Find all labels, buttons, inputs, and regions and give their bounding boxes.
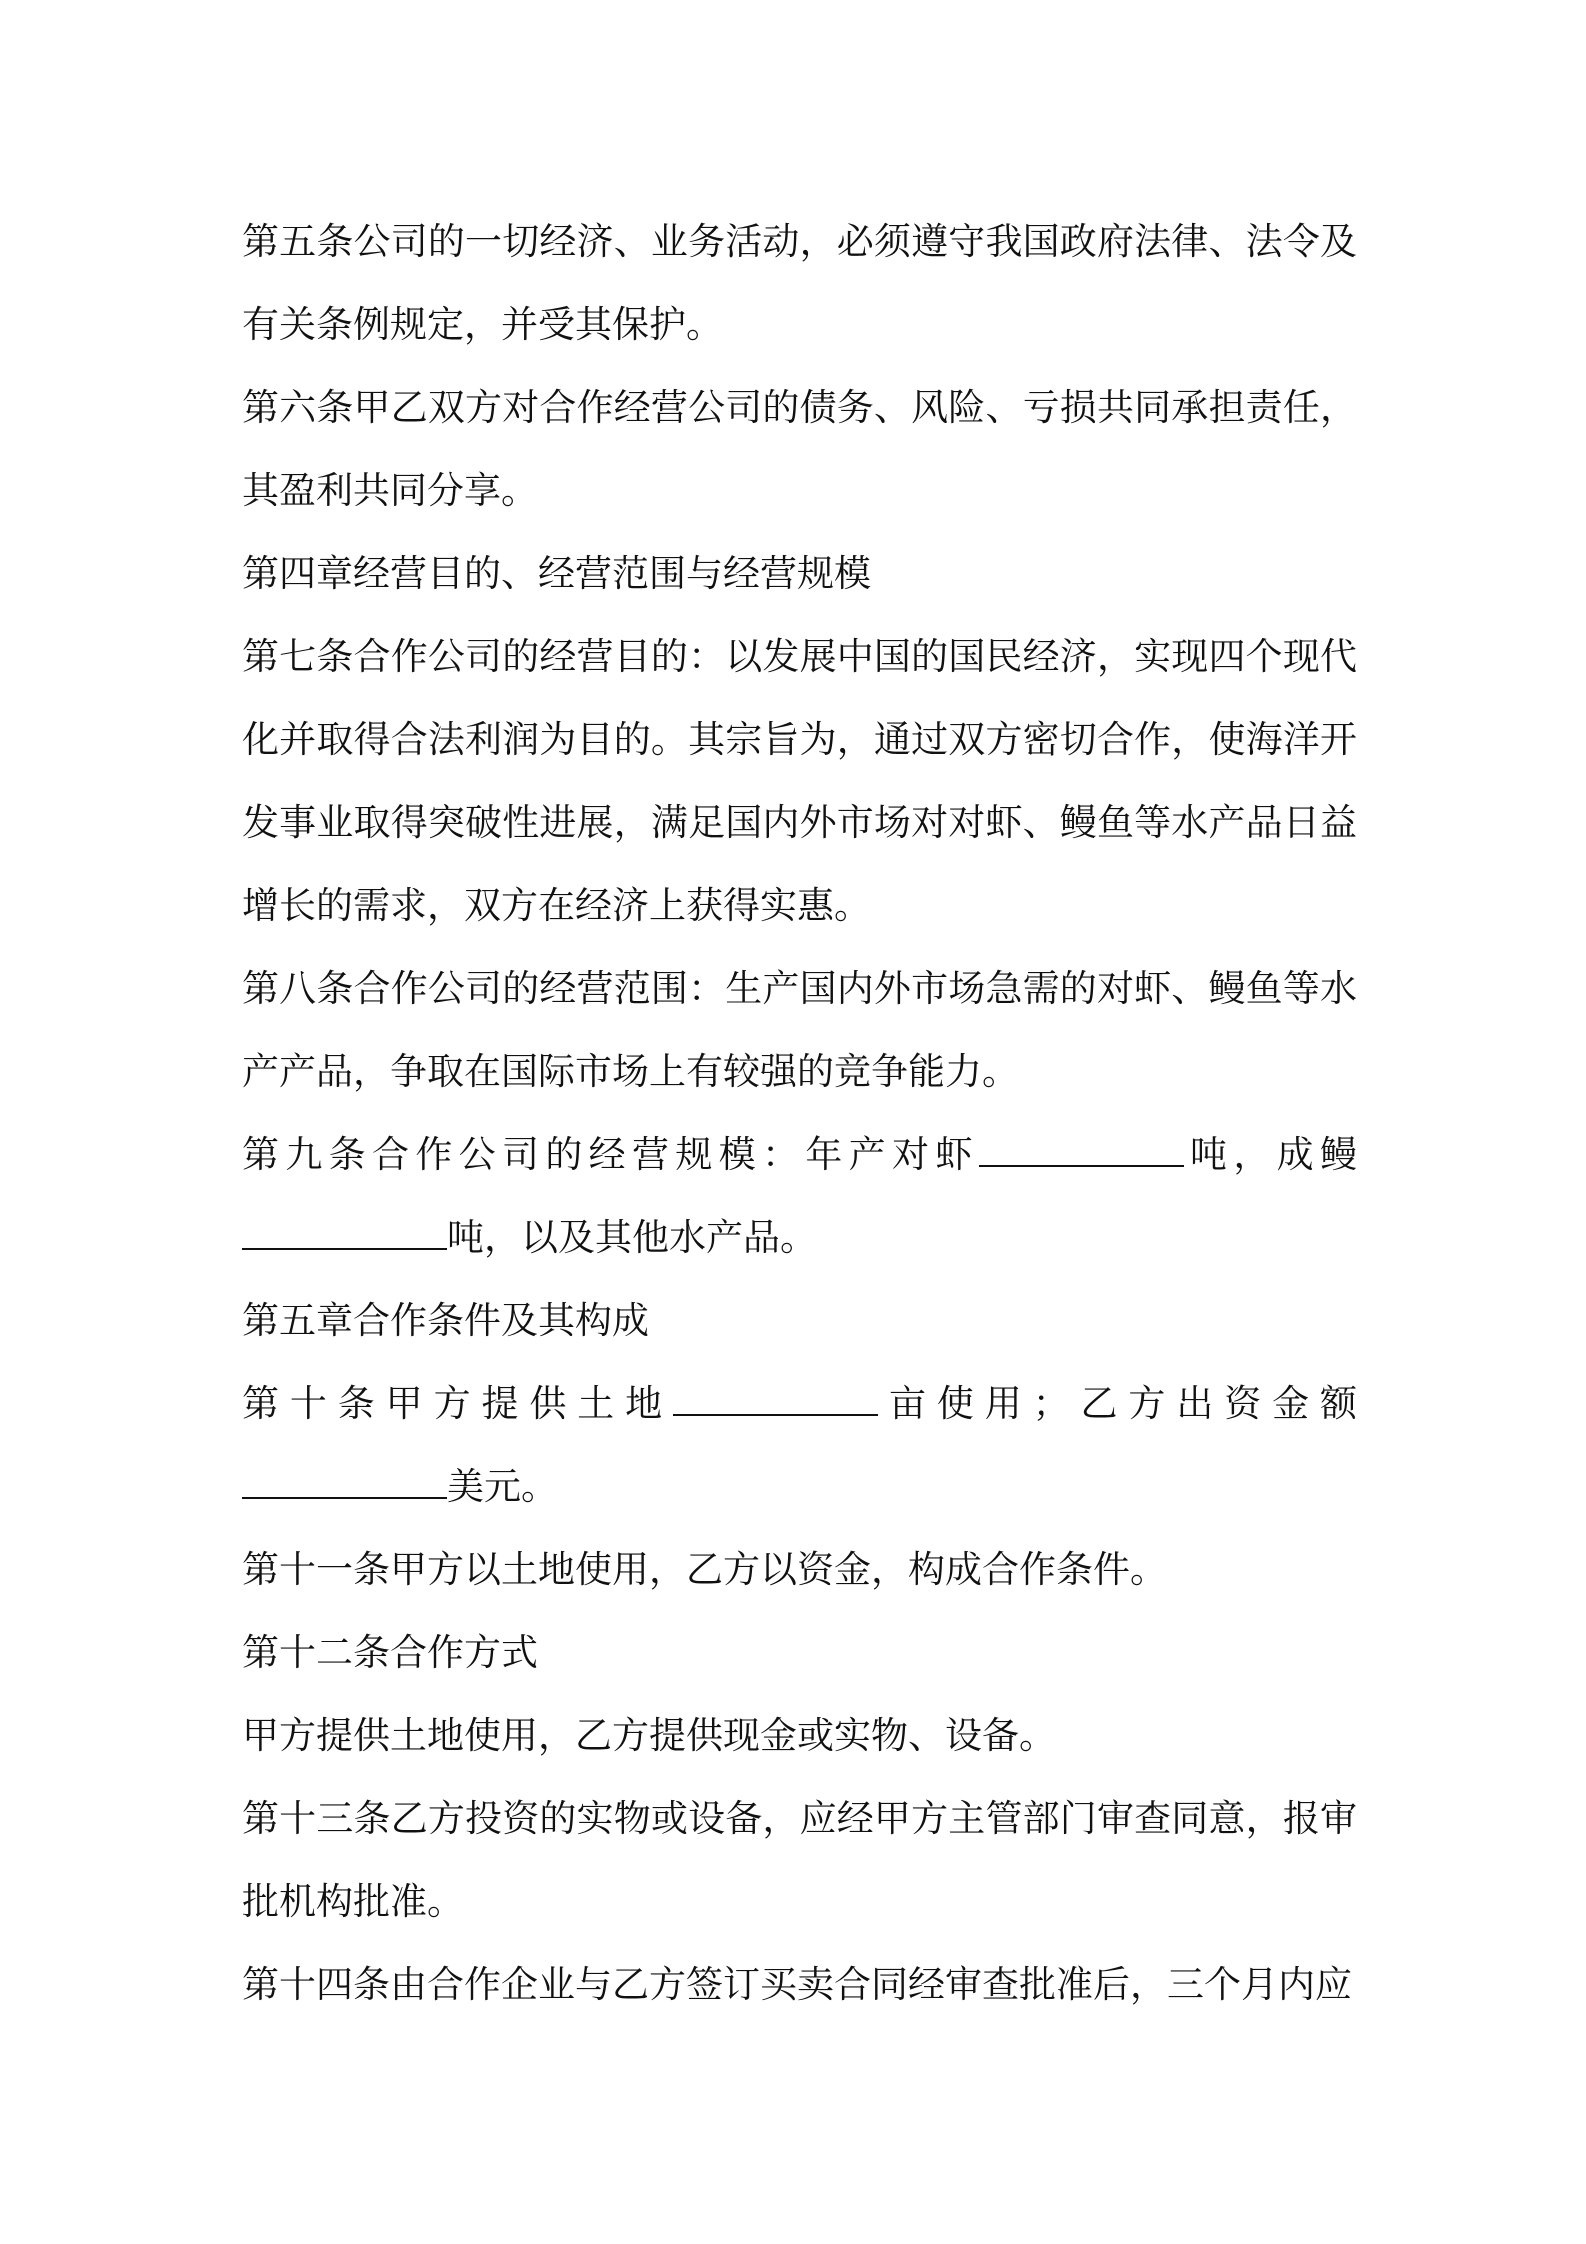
article-10 (242, 1362, 1357, 1445)
blank-shrimp-tonnage (979, 1135, 1184, 1167)
article-14: 第十四条由合作企业与乙方签订买卖合同经审查批准后，三个月内应 (242, 1963, 1352, 2006)
chapter-5-heading: 第五章合作条件及其构成 (242, 1299, 649, 1342)
article-6: 第六条甲乙双方对合作经营公司的债务、风险、亏损共同承担责任，其盈利共同分享。 (242, 386, 1357, 512)
article-7: 第七条合作公司的经营目的：以发展中国的国民经济，实现四个现代化并取得合法利润为目的。其宗旨为，通过双方密切合作，使海洋开发事业取得突破性进展，满足国内外市场对对虾、鳗鱼等水产品日益增长的需求，双方在经济上获得实惠。 (242, 635, 1357, 927)
chapter-4-heading: 第四章经营目的、经营范围与经营规模 (242, 552, 871, 595)
article-11: 第十一条甲方以土地使用，乙方以资金，构成合作条件。 (242, 1548, 1167, 1591)
article-9-continued (242, 1196, 1357, 1279)
blank-capital-amount (242, 1467, 447, 1499)
article-5: 第五条公司的一切经济、业务活动，必须遵守我国政府法律、法令及有关条例规定，并受其保护。 (242, 220, 1357, 346)
article-12: 第十二条合作方式 (242, 1631, 538, 1674)
article-12-body: 甲方提供土地使用，乙方提供现金或实物、设备。 (242, 1714, 1056, 1757)
article-10-part-b: 亩使用；乙方出资金额 (878, 1382, 1358, 1425)
article-9-part-b: 吨，成鳗 (1183, 1133, 1358, 1176)
article-10-part-a: 第十条甲方提供土地 (242, 1382, 674, 1425)
article-10-continued (242, 1445, 1357, 1528)
article-9 (242, 1113, 1357, 1196)
article-13: 第十三条乙方投资的实物或设备，应经甲方主管部门审查同意，报审批机构批准。 (242, 1797, 1357, 1923)
article-8: 第八条合作公司的经营范围：生产国内外市场急需的对虾、鳗鱼等水产产品，争取在国际市场上有较强的竞争能力。 (242, 967, 1357, 1093)
article-9-part-c: 吨，以及其他水产品。 (447, 1216, 817, 1259)
article-10-part-c: 美元。 (447, 1465, 558, 1508)
blank-eel-tonnage (242, 1218, 447, 1250)
document-body (242, 200, 1357, 2026)
article-9-part-a: 第九条合作公司的经营规模：年产对虾 (242, 1133, 979, 1176)
blank-land-area (673, 1384, 878, 1416)
